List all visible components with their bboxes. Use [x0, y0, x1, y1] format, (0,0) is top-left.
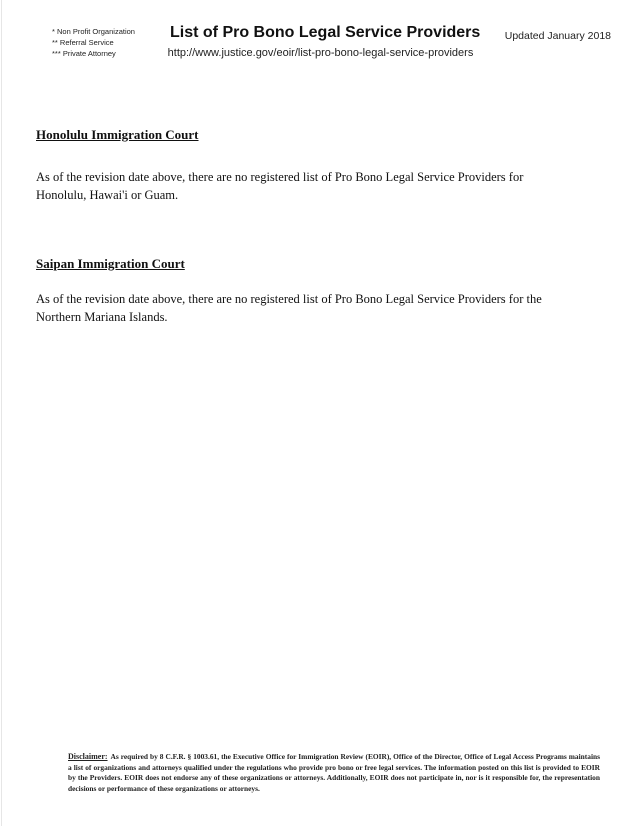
provider-legend: [52, 26, 135, 59]
section-heading-honolulu: Honolulu Immigration Court: [36, 127, 199, 142]
legend-private-attorney: *** Private Attorney: [52, 49, 116, 58]
scan-edge: [1, 0, 2, 826]
section-body-line: As of the revision date above, there are no registered list of Pro Bono Legal Service Providers for the: [36, 292, 542, 306]
section-body-saipan: [36, 290, 596, 326]
section-heading-saipan: Saipan Immigration Court: [36, 256, 185, 271]
section-body-honolulu: [36, 168, 596, 204]
disclaimer-text: As required by 8 C.F.R. § 1003.61, the Executive Office for Immigration Review (EOIR), Office of the Director, Office of Legal Access Programs maintains a list of organizations and attorneys qualified under the regulations who provide pro bono or free legal services. The information posted on this list is provided to EOIR by the Providers. EOIR does not endorse any of these organizations or attorneys. Additionally, EOIR does not participate in, nor is it responsible for, the representation decisions or performance of these organizations or attorneys.: [68, 752, 600, 793]
section-body-line: As of the revision date above, there are no registered list of Pro Bono Legal Service Providers for: [36, 170, 524, 184]
legend-referral: ** Referral Service: [52, 38, 114, 47]
source-url[interactable]: http://www.justice.gov/eoir/list-pro-bono-legal-service-providers: [167, 47, 474, 59]
legend-nonprofit: * Non Profit Organization: [52, 27, 135, 36]
disclaimer-lead: Disclaimer:: [68, 752, 108, 761]
page-title: List of Pro Bono Legal Service Providers: [170, 24, 481, 41]
section-body-line: Northern Mariana Islands.: [36, 310, 168, 324]
updated-date: Updated January 2018: [504, 30, 611, 42]
disclaimer: [68, 752, 600, 794]
section-body-line: Honolulu, Hawai'i or Guam.: [36, 188, 179, 202]
